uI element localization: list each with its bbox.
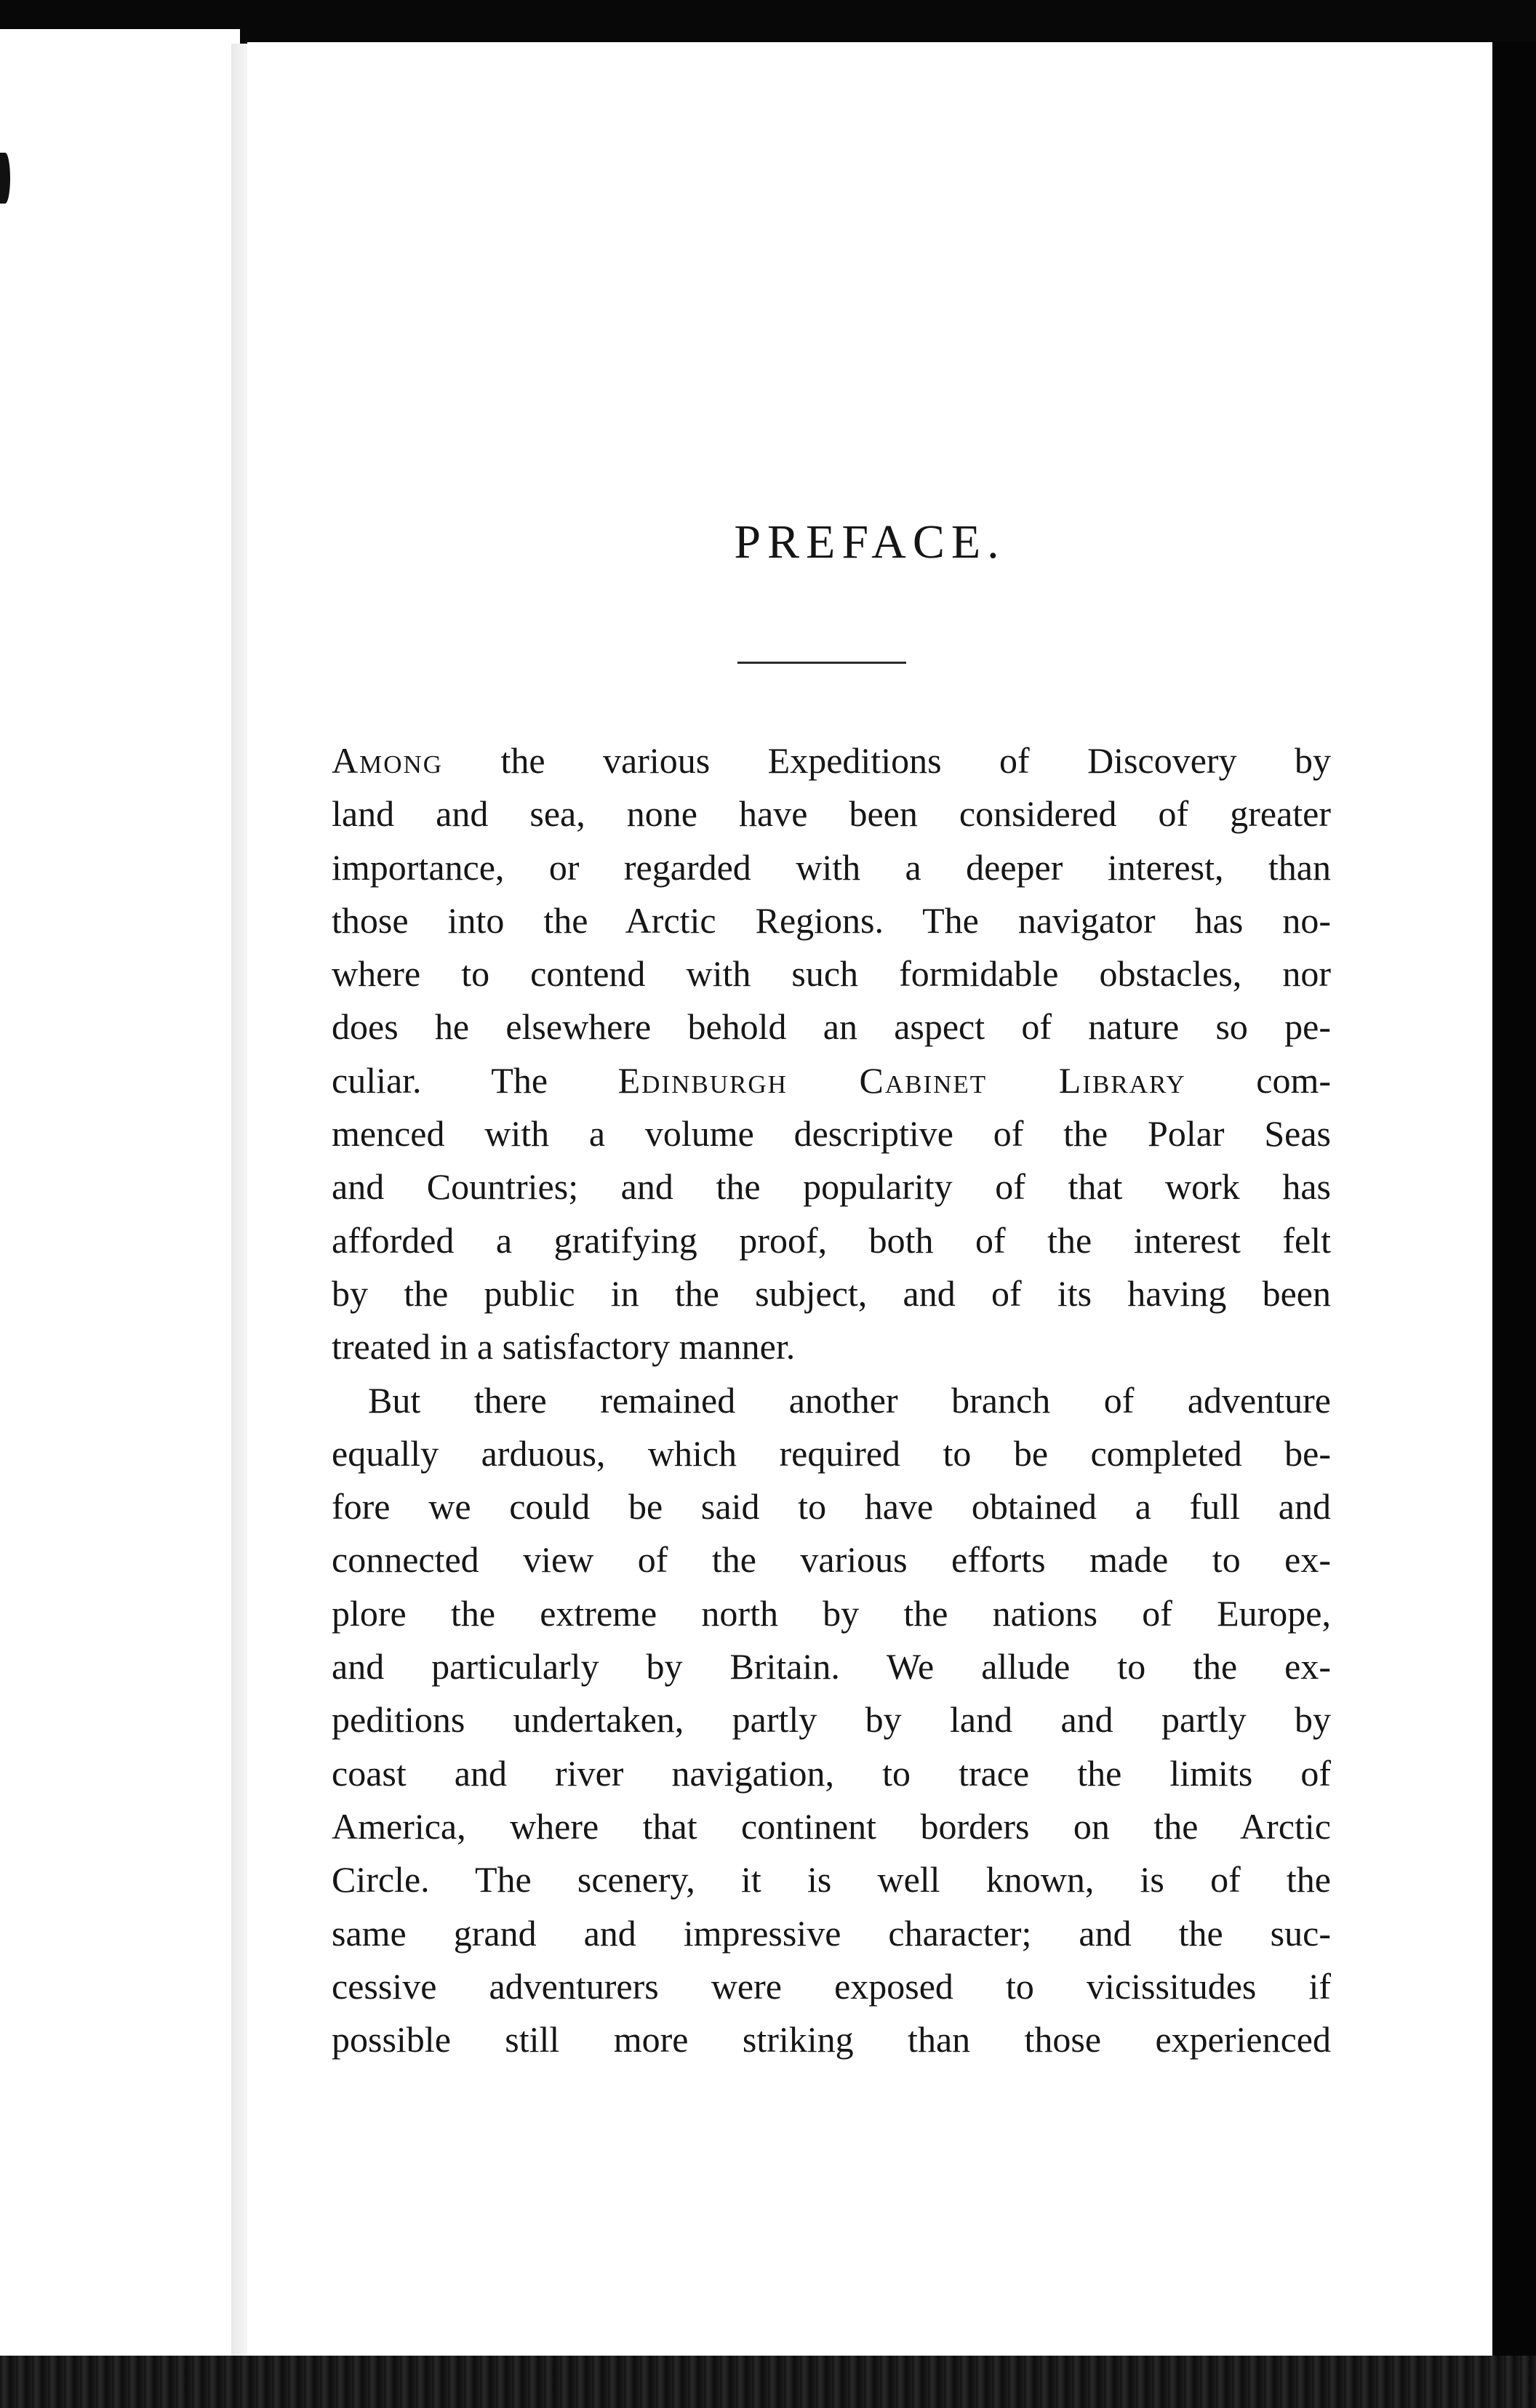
text-line: Among the various Expeditions of Discovery by: [332, 740, 1332, 781]
text-line: importance, or regarded with a deeper interest, than: [332, 846, 1331, 888]
text-line: culiar. The Edinburgh Cabinet Library com-: [332, 1059, 1332, 1101]
title-rule: [737, 662, 906, 664]
text-line: by the public in the subject, and of its having been: [332, 1272, 1331, 1314]
text-line: peditions undertaken, partly by land and partly by: [332, 1699, 1331, 1741]
text-line: connected view of the various efforts made to ex-: [332, 1539, 1331, 1581]
text-line: America, where that continent borders on the Arctic: [332, 1805, 1331, 1847]
text-line: and particularly by Britain. We allude to the ex-: [332, 1646, 1331, 1687]
text-line: cessive adventurers were exposed to vicissitudes if: [332, 1965, 1331, 2007]
opening-word: Among: [332, 740, 444, 781]
text-line: menced with a volume descriptive of the Polar Seas: [332, 1113, 1331, 1155]
text-line: and Countries; and the popularity of that work has: [332, 1166, 1331, 1208]
scan-right-border: [1492, 42, 1536, 2359]
text-line: equally arduous, which required to be completed be-: [332, 1432, 1331, 1474]
facing-page-edge: [0, 29, 240, 2356]
text-line: where to contend with such formidable obstacles, nor: [332, 953, 1331, 995]
text-line: coast and river navigation, to trace the limits of: [332, 1752, 1331, 1794]
text-line: afforded a gratifying proof, both of the interest felt: [332, 1219, 1331, 1261]
scan-bottom-border: [0, 2356, 1536, 2408]
text-line: But there remained another branch of adventure: [368, 1379, 1331, 1421]
text-line: land and sea, none have been considered of greater: [332, 793, 1331, 835]
text-line: those into the Arctic Regions. The navigator has no-: [332, 899, 1331, 941]
library-name: Edinburgh Cabinet Library: [617, 1059, 1186, 1101]
page-title: PREFACE.: [734, 515, 1006, 569]
text-line: same grand and impressive character; and the suc-: [332, 1912, 1331, 1954]
body-text: [332, 734, 1331, 2066]
text-line: Circle. The scenery, it is well known, is of the: [332, 1859, 1331, 1901]
text-line: fore we could be said to have obtained a full and: [332, 1486, 1331, 1528]
text-line: treated in a satisfactory manner.: [332, 1326, 796, 1368]
text-line: plore the extreme north by the nations of Europe,: [332, 1592, 1331, 1634]
margin-mark: [0, 153, 10, 204]
text-line: does he elsewhere behold an aspect of nature so pe-: [332, 1006, 1331, 1048]
text-line: possible still more striking than those experienced: [332, 2019, 1331, 2060]
